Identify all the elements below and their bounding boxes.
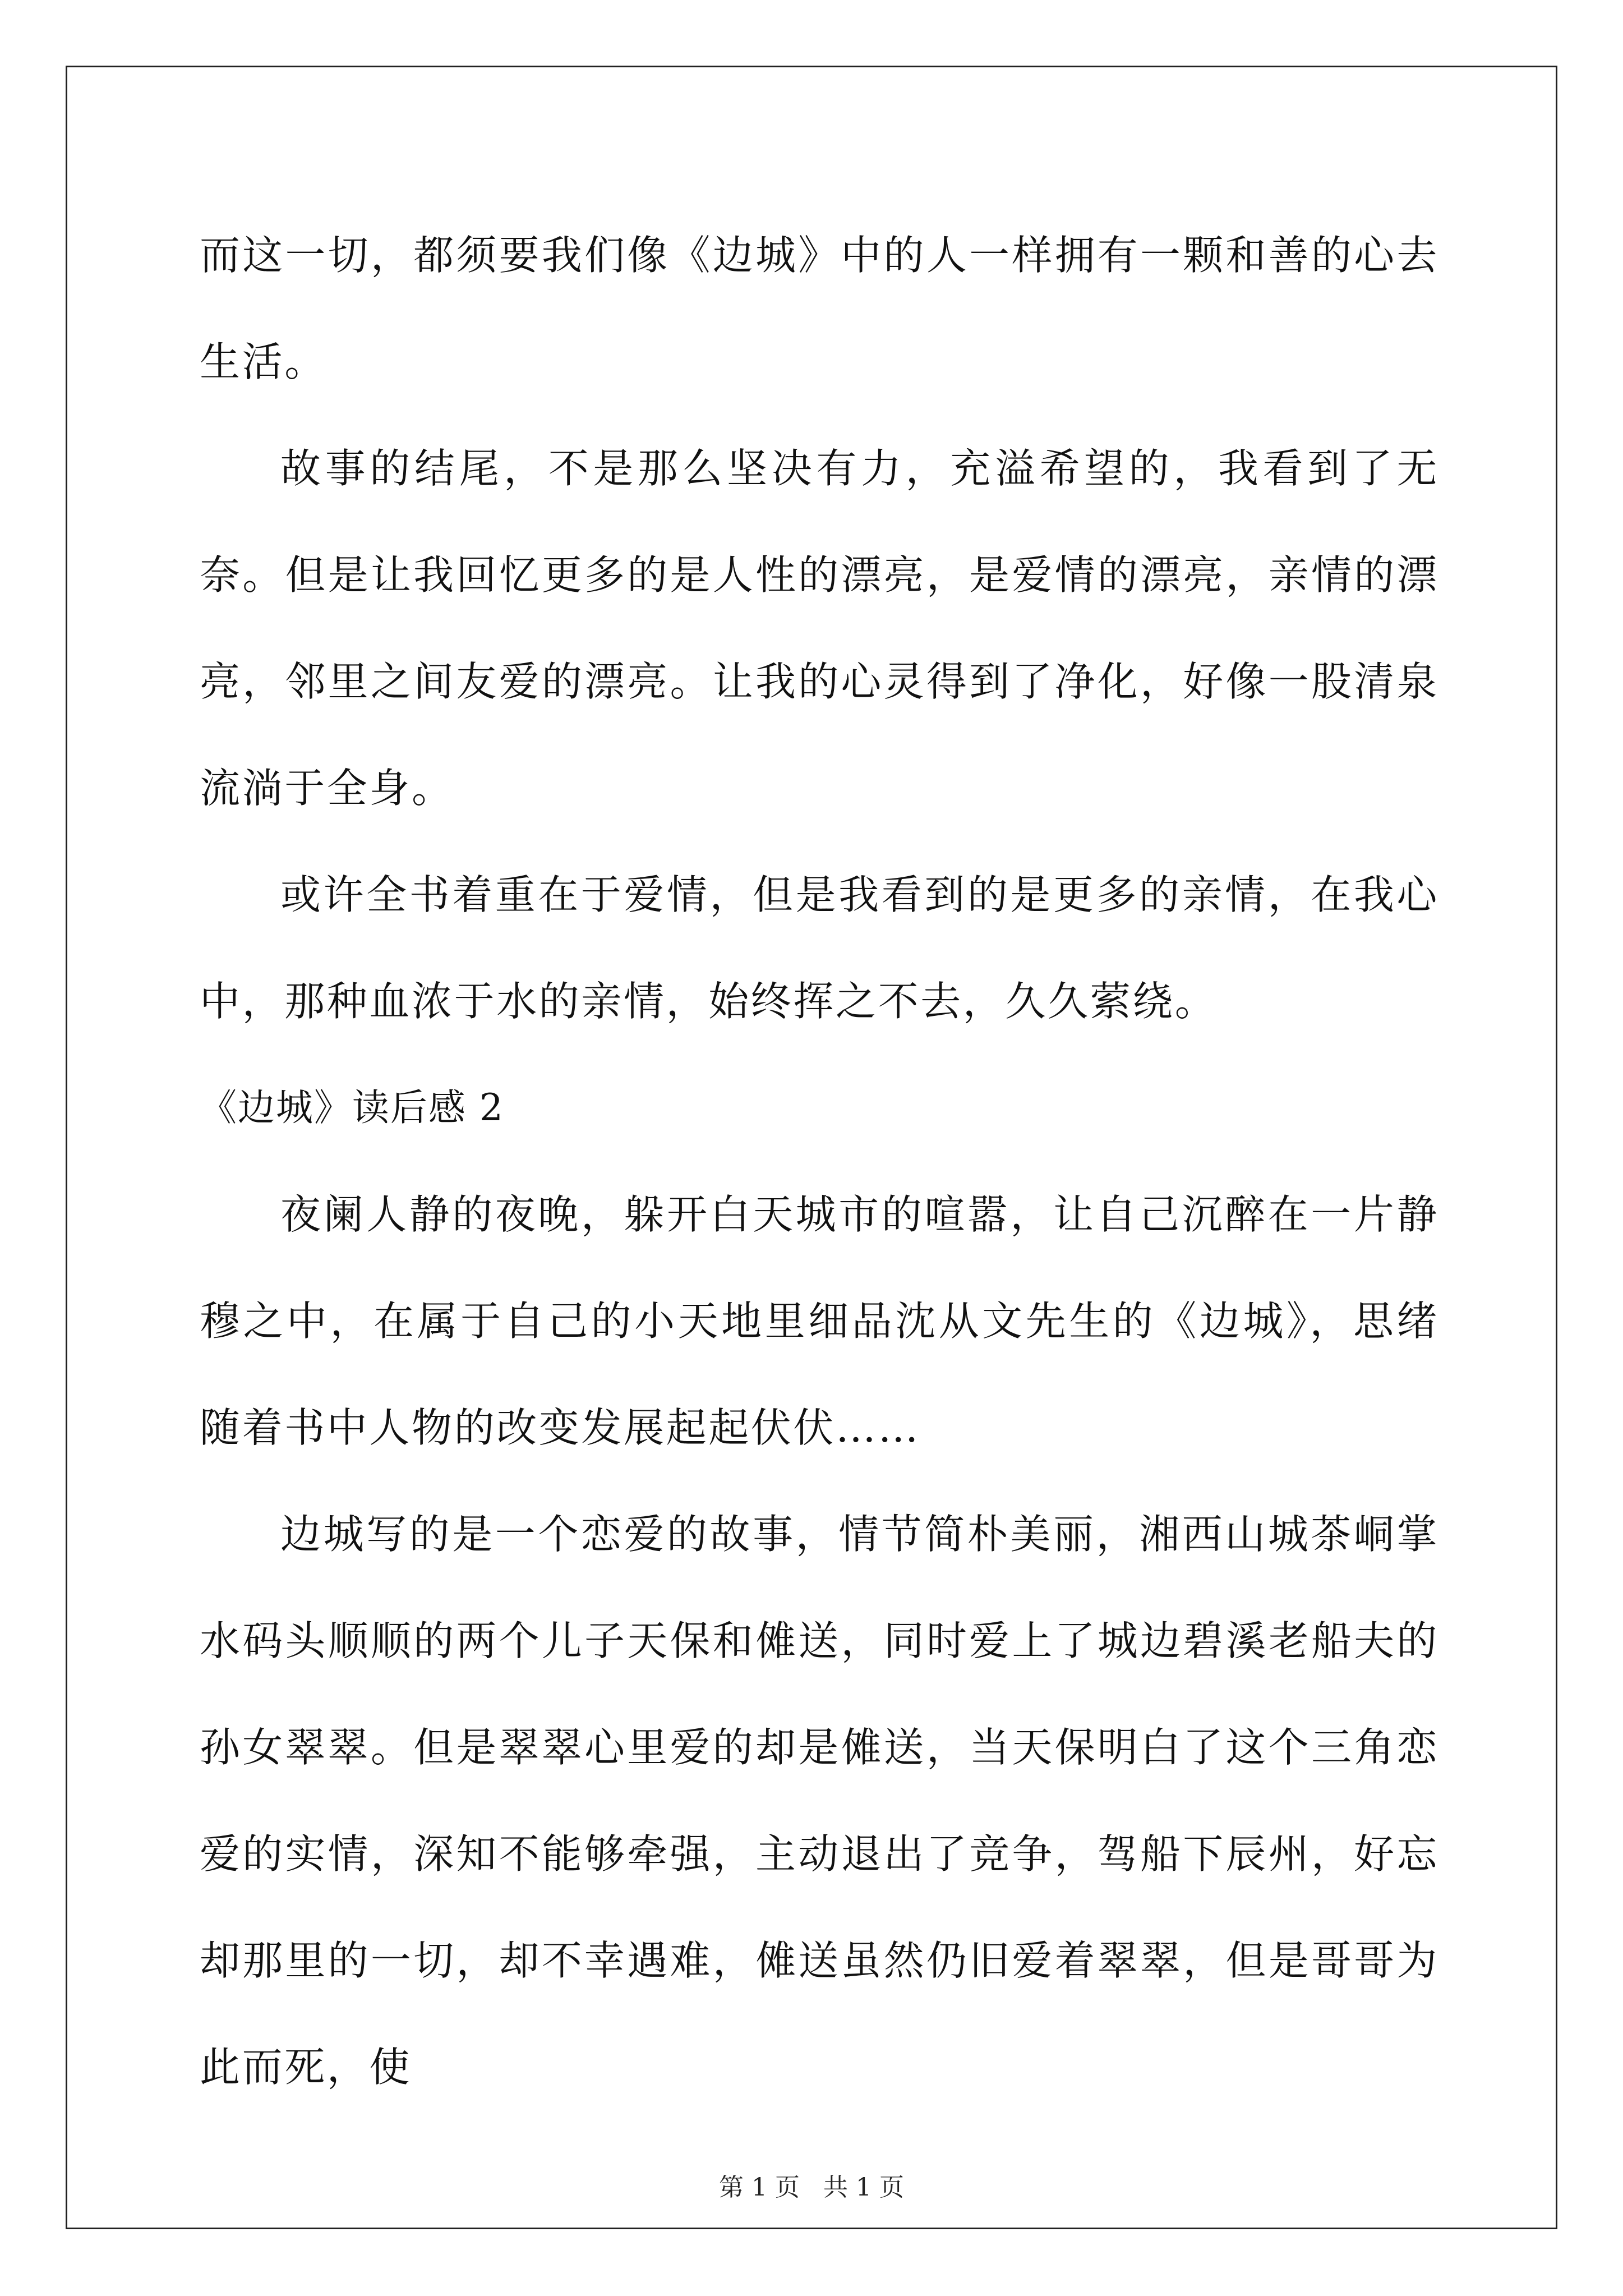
paragraph-family-love: 或许全书着重在于爱情，但是我看到的是更多的亲情，在我心中，那种血浓于水的亲情，始终挥之不去，久久萦绕。 [200, 871, 1439, 1025]
document-body [200, 202, 1439, 2120]
paragraph-ending: 故事的结尾，不是那么坚决有力，充溢希望的，我看到了无奈。但是让我回忆更多的是人性的漂亮，是爱情的漂亮，亲情的漂亮，邻里之间友爱的漂亮。让我的心灵得到了净化，好像一股清泉流淌于全身。 [200, 445, 1439, 812]
section-heading: 《边城》读后感 2 [200, 1086, 504, 1129]
page-footer [0, 2171, 1623, 2205]
page-number-total: 共 1 页 [823, 2173, 904, 2202]
page-number-current: 第 1 页 [719, 2173, 800, 2202]
paragraph-continuation: 而这一切，都须要我们像《边城》中的人一样拥有一颗和善的心去生活。 [200, 232, 1439, 385]
paragraph-story-summary: 边城写的是一个恋爱的故事，情节简朴美丽，湘西山城茶峒掌水码头顺顺的两个儿子天保和傩送，同时爱上了城边碧溪老船夫的孙女翠翠。但是翠翠心里爱的却是傩送，当天保明白了这个三角恋爱的实情，深知不能够牵强，主动退出了竞争，驾船下辰州，好忘却那里的一切，却不幸遇难，傩送虽然仍旧爱着翠翠，但是哥哥为此而死，使 [200, 1511, 1439, 2091]
paragraph-night-reading: 夜阑人静的夜晚，躲开白天城市的喧嚣，让自己沉醉在一片静穆之中，在属于自己的小天地里细品沈从文先生的《边城》，思绪随着书中人物的改变发展起起伏伏…… [200, 1191, 1439, 1451]
